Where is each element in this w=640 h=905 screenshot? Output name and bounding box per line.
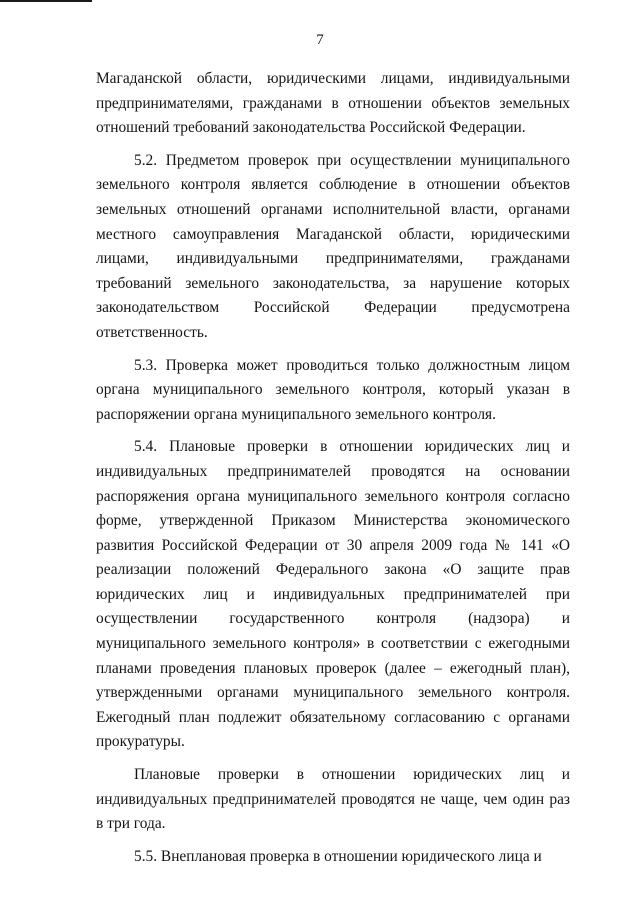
paragraph-5-2: 5.2. Предметом проверок при осуществлении муниципального земельного контроля является соблюдение в отношении объектов земельных отношений органами исполнительной власти, органами местного самоуправления Магаданской области, юридическими лицами, индивидуальными предпринимателями, гражданами требований земельного законодательства, за нарушение которых законодательством Российской Федерации предусмотрена ответственность.	[96, 151, 570, 341]
page-number: 7	[316, 32, 324, 48]
paragraph-5-3: 5.3. Проверка может проводиться только должностным лицом органа муниципального земельного контроля, который указан в распоряжении органа муниципального земельного контроля.	[96, 356, 570, 423]
paragraph-5-5: 5.5. Внеплановая проверка в отношении юридического лица и	[134, 847, 542, 865]
document-body	[96, 67, 570, 877]
paragraph-planned-inspections: Плановые проверки в отношении юридических лиц и индивидуальных предпринимателей проводятся не чаще, чем один раз в три года.	[96, 766, 570, 833]
top-edge-rule	[0, 0, 92, 2]
paragraph-continuation: Магаданской области, юридическими лицами, индивидуальными предпринимателями, гражданами в отношении объектов земельных отношений требований законодательства Российской Федерации.	[96, 70, 570, 137]
paragraph-5-4: 5.4. Плановые проверки в отношении юридических лиц и индивидуальных предпринимателей проводятся на основании распоряжения органа муниципального земельного контроля согласно форме, утвержденной Приказом Министерства экономического развития Российской Федерации от 30 апреля 2009 года № 141 «О реализации положений Федерального закона «О защите прав юридических лиц и индивидуальных предпринимателей при осуществлении государственного контроля (надзора) и муниципального земельного контроля» в соответствии с ежегодными планами проведения плановых проверок (далее – ежегодный план), утвержденными органами муниципального земельного контроля. Ежегодный план подлежит обязательному согласованию с органами прокуратуры.	[96, 438, 570, 751]
